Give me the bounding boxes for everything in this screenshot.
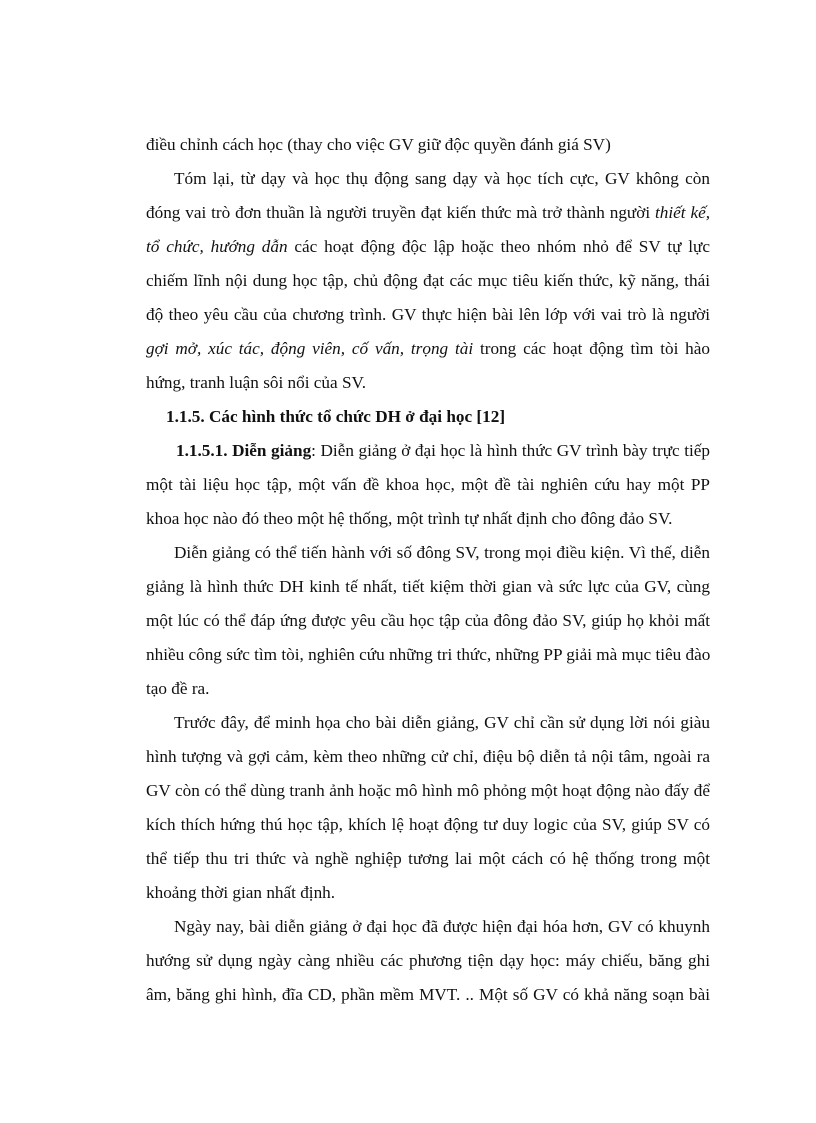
past-lecture-line-2: hình tượng và gợi cảm, kèm theo những cử chỉ, điệu bộ diễn tả nội tâm, ngoài ra xyxy=(146,747,710,766)
text-span: : Diễn giảng ở đại học là hình thức GV trình bày trực tiếp xyxy=(311,441,710,460)
lecture-benefit-line-4: nhiều công sức tìm tòi, nghiên cứu những tri thức, những PP giải mà mục tiêu đào xyxy=(146,645,711,664)
italic-text: gợi mở, xúc tác, động viên, cố vấn, trọng tài xyxy=(146,339,474,358)
summary-paragraph-line-5: độ theo yêu cầu của chương trình. GV thực hiện bài lên lớp với vai trò là người xyxy=(146,305,710,324)
summary-paragraph-line-2 xyxy=(146,201,710,225)
past-lecture-line-3: GV còn có thể dùng tranh ảnh hoặc mô hình mô phỏng một hoạt động nào đấy để xyxy=(146,781,710,800)
past-lecture-line-5: thể tiếp thu tri thức và nghề nghiệp tương lai một cách có hệ thống trong một xyxy=(146,849,710,868)
past-lecture-line-1: Trước đây, để minh họa cho bài diễn giảng, GV chỉ cần sử dụng lời nói giàu xyxy=(174,713,710,732)
text-span: trong các hoạt động tìm tòi hào xyxy=(473,339,710,358)
modern-lecture-line-1: Ngày nay, bài diễn giảng ở đại học đã được hiện đại hóa hơn, GV có khuynh xyxy=(174,917,710,936)
text-span: đóng vai trò đơn thuần là người truyền đạt kiến thức mà trở thành người xyxy=(146,203,655,222)
subsection-heading: 1.1.5.1. Diễn giảng xyxy=(176,441,312,460)
section-heading: 1.1.5. Các hình thức tổ chức DH ở đại học [12] xyxy=(166,407,506,426)
past-lecture-line-4: kích thích hứng thú học tập, khích lệ hoạt động tư duy logic của SV, giúp SV có xyxy=(146,815,710,834)
lecture-benefit-line-2: giảng là hình thức DH kinh tế nhất, tiết kiệm thời gian và sức lực của GV, cùng xyxy=(146,577,710,596)
summary-paragraph-line-6 xyxy=(146,337,710,361)
lecture-paragraph-line-3: khoa học nào đó theo một hệ thống, một trình tự nhất định cho đông đảo SV. xyxy=(146,509,673,528)
modern-lecture-line-3: âm, băng ghi hình, đĩa CD, phần mềm MVT. .. Một số GV có khả năng soạn bài xyxy=(146,985,710,1004)
lecture-benefit-line-3: một lúc có thể đáp ứng được yêu cầu học tập của đông đảo SV, giúp họ khỏi mất xyxy=(146,611,710,630)
lecture-benefit-line-1: Diễn giảng có thể tiến hành với số đông SV, trong mọi điều kiện. Vì thế, diễn xyxy=(174,543,710,562)
lecture-paragraph-line-2: một tài liệu học tập, một vấn đề khoa học, một đề tài nghiên cứu hay một PP xyxy=(146,475,710,494)
summary-paragraph-line-1: Tóm lại, từ dạy và học thụ động sang dạy và học tích cực, GV không còn xyxy=(174,169,710,188)
italic-text: thiết kế, xyxy=(655,203,710,222)
modern-lecture-line-2: hướng sử dụng ngày càng nhiều các phương tiện dạy học: máy chiếu, băng ghi xyxy=(146,951,710,970)
text-span: các hoạt động độc lập hoặc theo nhóm nhỏ để SV tự lực xyxy=(287,237,710,256)
lecture-paragraph-line-1 xyxy=(146,439,710,463)
summary-paragraph-line-7: hứng, tranh luận sôi nổi của SV. xyxy=(146,373,367,392)
past-lecture-line-6: khoảng thời gian nhất định. xyxy=(146,883,336,902)
italic-text: tổ chức, hướng dẫn xyxy=(146,237,288,256)
summary-paragraph-line-4: chiếm lĩnh nội dung học tập, chủ động đạt các mục tiêu kiến thức, kỹ năng, thái xyxy=(146,271,710,290)
paragraph-continuation: điều chỉnh cách học (thay cho việc GV giữ độc quyền đánh giá SV) xyxy=(146,135,611,154)
lecture-benefit-line-5: tạo đề ra. xyxy=(146,679,210,698)
summary-paragraph-line-3 xyxy=(146,235,710,259)
